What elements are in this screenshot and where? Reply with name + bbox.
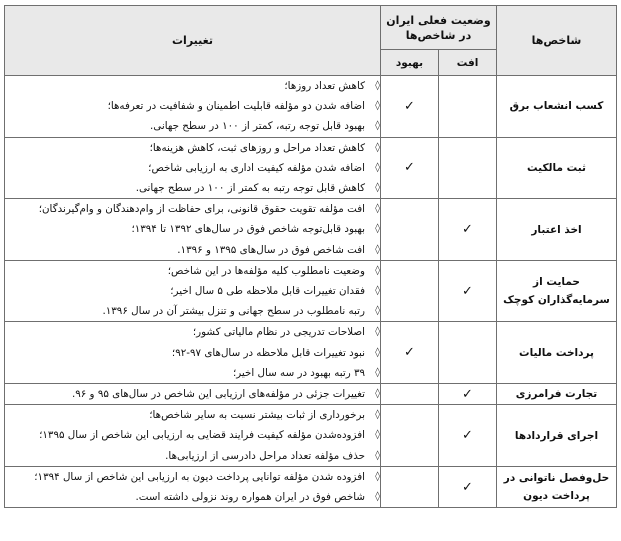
change-item: ◊ افت مؤلفه تقویت حقوق قانونی، برای حفاظت از وام‌دهندگان و وام‌گیرندگان؛ [5,199,380,219]
header-current-status: وضعیت فعلی ایران در شاخص‌ها [381,6,497,50]
decline-check-mark [439,137,497,199]
changes-cell [5,322,381,384]
change-item: ◊ شاخص فوق در ایران همواره روند نزولی داشته است. [5,487,380,507]
decline-check-mark: ✓ [439,384,497,405]
table-row [5,405,617,467]
changes-cell [5,405,381,467]
table-body [5,76,617,508]
indicator-name: حل‌وفصل ناتوانی در پرداخت دیون [497,466,617,507]
improvement-check-mark: ✓ [381,137,439,199]
table-row [5,384,617,405]
table-row [5,260,617,322]
improvement-check-mark [381,384,439,405]
changes-list [5,76,380,137]
change-item: ◊ بهبود قابل توجه رتبه، کمتر از ۱۰۰ در سطح جهانی. [5,116,380,136]
improvement-check-mark: ✓ [381,322,439,384]
decline-check-mark: ✓ [439,199,497,261]
changes-cell [5,137,381,199]
changes-list [5,405,380,466]
table-row [5,199,617,261]
improvement-check-mark [381,199,439,261]
changes-cell [5,199,381,261]
change-item: ◊ حذف مؤلفه تعداد مراحل دادرسی از ارزیابی‌ها. [5,446,380,466]
table-row [5,76,617,138]
changes-cell [5,384,381,405]
indicators-table [4,5,617,508]
change-item: ◊ نبود تغییرات قابل ملاحظه در سال‌های ۹۷-۹۲؛ [5,343,380,363]
change-item: ◊ کاهش تعداد مراحل و روزهای ثبت، کاهش هزینه‌ها؛ [5,138,380,158]
improvement-check-mark [381,466,439,507]
change-item: ◊ فقدان تغییرات قابل ملاحظه طی ۵ سال اخیر؛ [5,281,380,301]
table-row [5,322,617,384]
change-item: ◊ افت شاخص فوق در سال‌های ۱۳۹۵ و ۱۳۹۶. [5,240,380,260]
indicator-name: ثبت مالکیت [497,137,617,199]
change-item: ◊ کاهش تعداد روزها؛ [5,76,380,96]
changes-cell [5,76,381,138]
decline-check-mark [439,322,497,384]
change-item: ◊ ۳۹ رتبه بهبود در سه سال اخیر؛ [5,363,380,383]
change-item: ◊ اضافه شدن مؤلفه کیفیت اداری به ارزیابی شاخص؛ [5,158,380,178]
improvement-check-mark [381,405,439,467]
changes-list [5,199,380,260]
header-decline: افت [439,50,497,76]
change-item: ◊ وضعیت نامطلوب کلیه مؤلفه‌ها در این شاخص؛ [5,261,380,281]
change-item: ◊ افزوده‌شدن مؤلفه کیفیت فرایند قضایی به ارزیابی این شاخص از سال ۱۳۹۵؛ [5,425,380,445]
indicator-name: حمایت از سرمایه‌گذاران کوچک [497,260,617,322]
changes-list [5,384,380,404]
decline-check-mark: ✓ [439,260,497,322]
change-item: ◊ اصلاحات تدریجی در نظام مالیاتی کشور؛ [5,322,380,342]
indicator-name: تجارت فرامرزی [497,384,617,405]
changes-list [5,138,380,199]
change-item: ◊ افزوده شدن مؤلفه توانایی پرداخت دیون به ارزیابی این شاخص از سال ۱۳۹۴؛ [5,467,380,487]
change-item: ◊ برخورداری از ثبات بیشتر نسبت به سایر شاخص‌ها؛ [5,405,380,425]
header-changes: تغییرات [5,6,381,76]
decline-check-mark: ✓ [439,405,497,467]
change-item: ◊ رتبه نامطلوب در سطح جهانی و تنزل بیشتر آن در سال ۱۳۹۶. [5,301,380,321]
change-item: ◊ اضافه شدن دو مؤلفه قابلیت اطمینان و شفافیت در تعرفه‌ها؛ [5,96,380,116]
changes-list [5,467,380,507]
changes-list [5,322,380,383]
changes-cell [5,466,381,507]
changes-cell [5,260,381,322]
header-indicators: شاخص‌ها [497,6,617,76]
indicator-name: اخذ اعتبار [497,199,617,261]
decline-check-mark: ✓ [439,466,497,507]
change-item: ◊ بهبود قابل‌توجه شاخص فوق در سال‌های ۱۳۹۲ تا ۱۳۹۴؛ [5,219,380,239]
indicator-name: پرداخت مالیات [497,322,617,384]
change-item: ◊ تغییرات جزئی در مؤلفه‌های ارزیابی این شاخص در سال‌های ۹۵ و ۹۶. [5,384,380,404]
indicator-name: کسب انشعاب برق [497,76,617,138]
header-improvement: بهبود [381,50,439,76]
changes-list [5,261,380,322]
decline-check-mark [439,76,497,138]
change-item: ◊ کاهش قابل توجه رتبه به کمتر از ۱۰۰ در سطح جهانی. [5,178,380,198]
table-row [5,137,617,199]
indicator-name: اجرای قراردادها [497,405,617,467]
improvement-check-mark: ✓ [381,76,439,138]
improvement-check-mark [381,260,439,322]
table-row [5,466,617,507]
